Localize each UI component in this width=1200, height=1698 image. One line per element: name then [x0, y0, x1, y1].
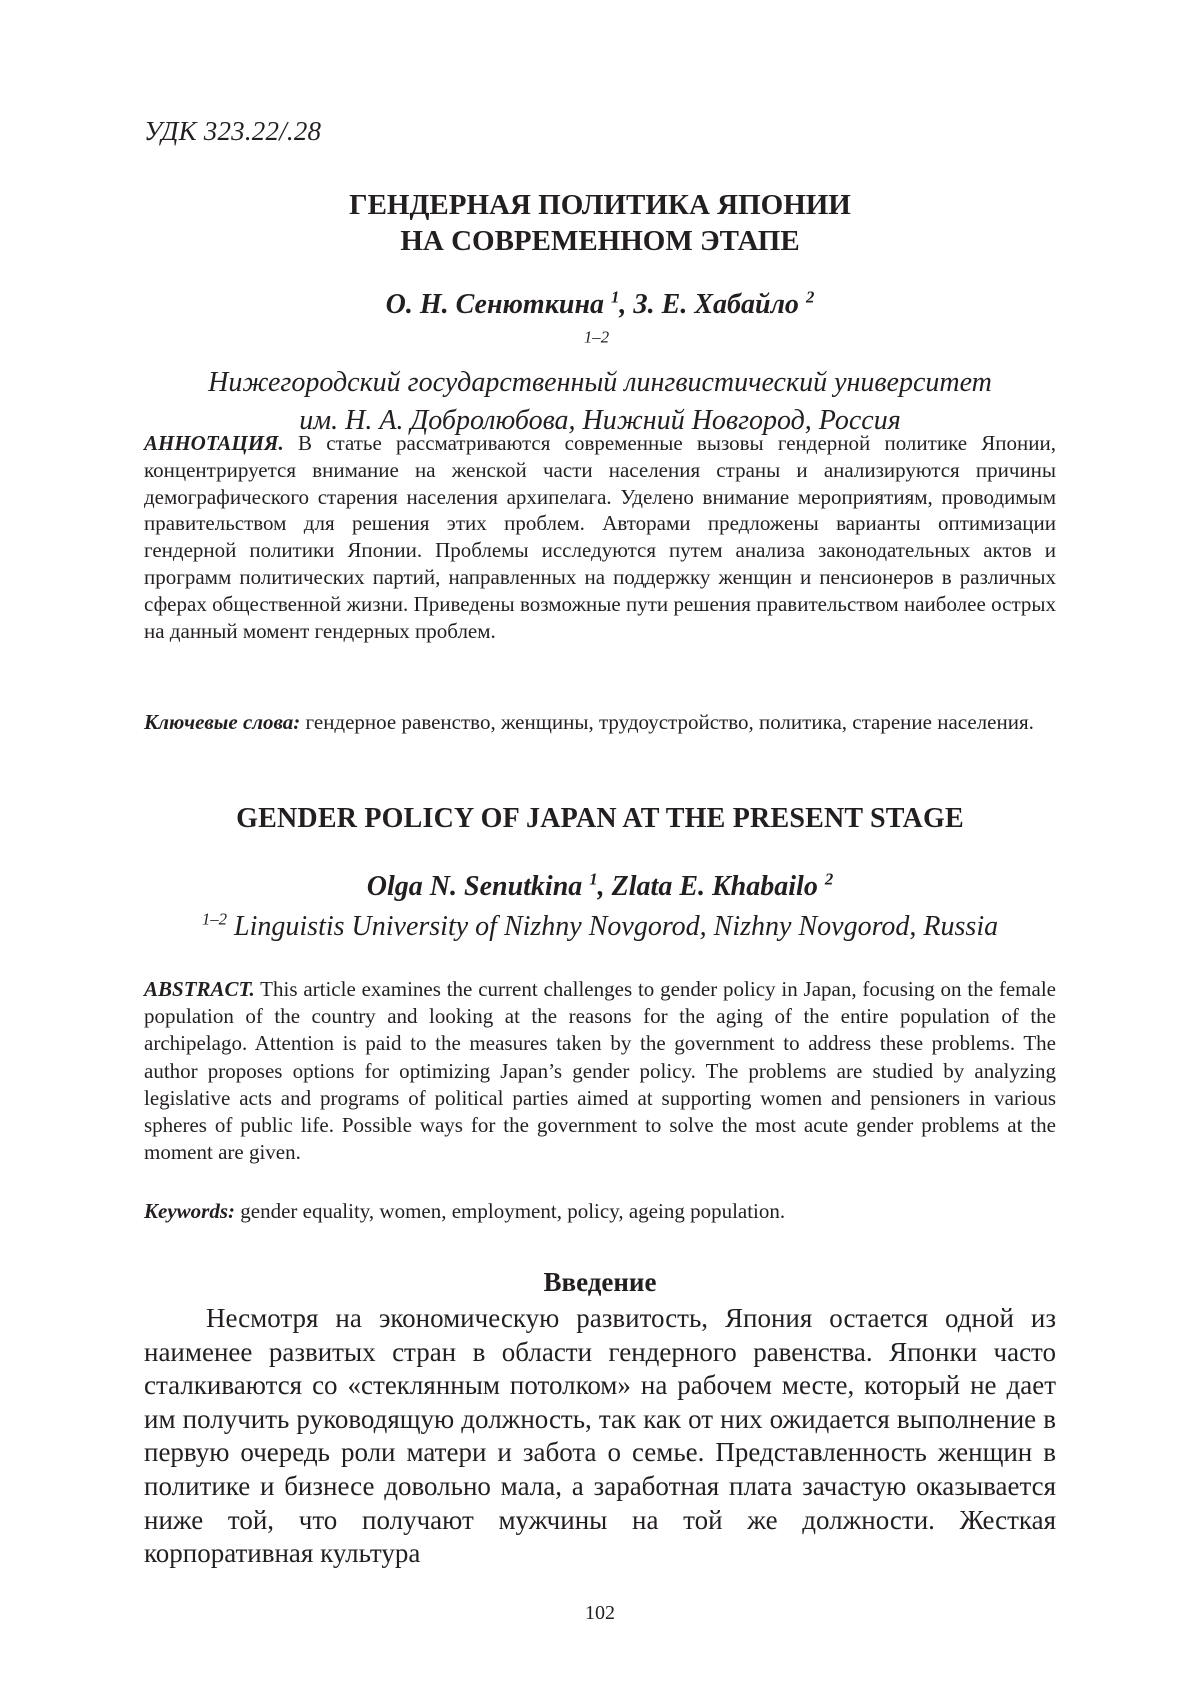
keywords-en: [144, 1198, 1056, 1225]
article-title-ru-line2: НА СОВРЕМЕННОМ ЭТАПЕ: [144, 223, 1056, 259]
keywords-text-ru: гендерное равенство, женщины, трудоустройство, политика, старение населения.: [306, 710, 1034, 734]
author2-name-en: Zlata E. Khabailo: [612, 871, 818, 902]
author1-sup-en: 1: [589, 870, 597, 889]
authors-en: [144, 870, 1056, 904]
keywords-label-ru: Ключевые слова:: [144, 710, 300, 734]
affiliation-ru: [144, 326, 1056, 440]
affiliation-sup-en: 1–2: [202, 910, 227, 929]
article-title-en: GENDER POLICY OF JAPAN AT THE PRESENT STAGE: [144, 802, 1056, 836]
affiliation-en-text: Linguistis University of Nizhny Novgorod, Nizhny Novgorod, Russia: [234, 911, 998, 942]
affiliation-sup-ru: 1–2: [584, 328, 609, 347]
page-number: 102: [144, 1602, 1056, 1625]
affiliation-ru-line1: [144, 326, 1056, 402]
introduction-paragraph: Несмотря на экономическую развитость, Япония остается одной из наименее развитых стран в области гендерного равенства. Японки часто сталкиваются со «стеклянным потолком» на рабочем месте, ко­торый не дает им получить руководящую должность, так как от них ожидается выполнение в первую очередь роли матери и забота о се­мье. Представленность женщин в политике и бизнесе довольно мала, а заработная плата зачастую оказывается ниже той, что получают мужчины на той же должности. Жесткая корпоративная культура: [144, 1302, 1056, 1571]
author1-name-en: Olga N. Senutkina: [367, 871, 583, 902]
authors-ru: [144, 288, 1056, 322]
section-heading-introduction: Введение: [144, 1265, 1056, 1299]
abstract-label-en: ABSTRACT.: [144, 977, 255, 1001]
abstract-label-ru: АННОТАЦИЯ.: [144, 431, 284, 455]
udk-code: УДК 323.22/.28: [144, 116, 321, 147]
affiliation-en: [144, 910, 1056, 944]
affiliation-ru-line1-text: Нижегородский государственный лингвистический университет: [144, 364, 1056, 402]
author1-name-ru: О. Н. Сенюткина: [386, 289, 604, 320]
affiliation-ru-line2: им. Н. А. Добролюбова, Нижний Новгород, Россия: [144, 402, 1056, 440]
author1-sup-ru: 1: [611, 288, 619, 307]
keywords-ru: [144, 709, 1056, 736]
author2-sup-en: 2: [825, 870, 833, 889]
abstract-text-en: This article examines the current challenges to gender policy in Japan, focusing on the female population of the country and looking at the reasons for the aging of the entire population of the archipelago. Attention is paid to the measures taken by the government to address these problems. The author proposes options for optimizing Japan’s gender policy. The problems are studied by analyzing legislative acts and programs of political parties aimed at supporting women and pensioners in various spheres of public life. Possible ways for the government to solve the most acute gender problems at the moment are given.: [144, 977, 1056, 1164]
author-separator-en: ,: [598, 871, 612, 902]
abstract-text-ru: В статье рассматриваются современные вызовы гендерной политике Японии, концентрируется внимание на женской части населения страны и анализиру­ются причины демографического старения населения архипелага. Уделено внимание мероприятиям, проводимым правительством для решения этих проблем. Авторами предложены варианты оптимизации гендерной политики Японии. Проблемы исследу­ются путем анализа законодательных актов и программ политических партий, направ­ленных на поддержку женщин и пенсионеров в различных сферах общественной жиз­ни. Приведены возможные пути решения правительством наиболее острых на данный момент гендерных проблем.: [144, 431, 1056, 643]
author2-sup-ru: 2: [806, 288, 814, 307]
keywords-text-en: gender equality, women, employment, policy, ageing population.: [240, 1199, 785, 1223]
abstract-ru: [144, 430, 1056, 644]
abstract-en: [144, 976, 1056, 1166]
article-title-ru: [144, 187, 1056, 259]
article-title-ru-line1: ГЕНДЕРНАЯ ПОЛИТИКА ЯПОНИИ: [144, 187, 1056, 223]
author-separator-ru: ,: [619, 289, 633, 320]
keywords-label-en: Keywords:: [144, 1199, 235, 1223]
author2-name-ru: З. Е. Хабайло: [633, 289, 799, 320]
paper-page: [144, 0, 1056, 1698]
